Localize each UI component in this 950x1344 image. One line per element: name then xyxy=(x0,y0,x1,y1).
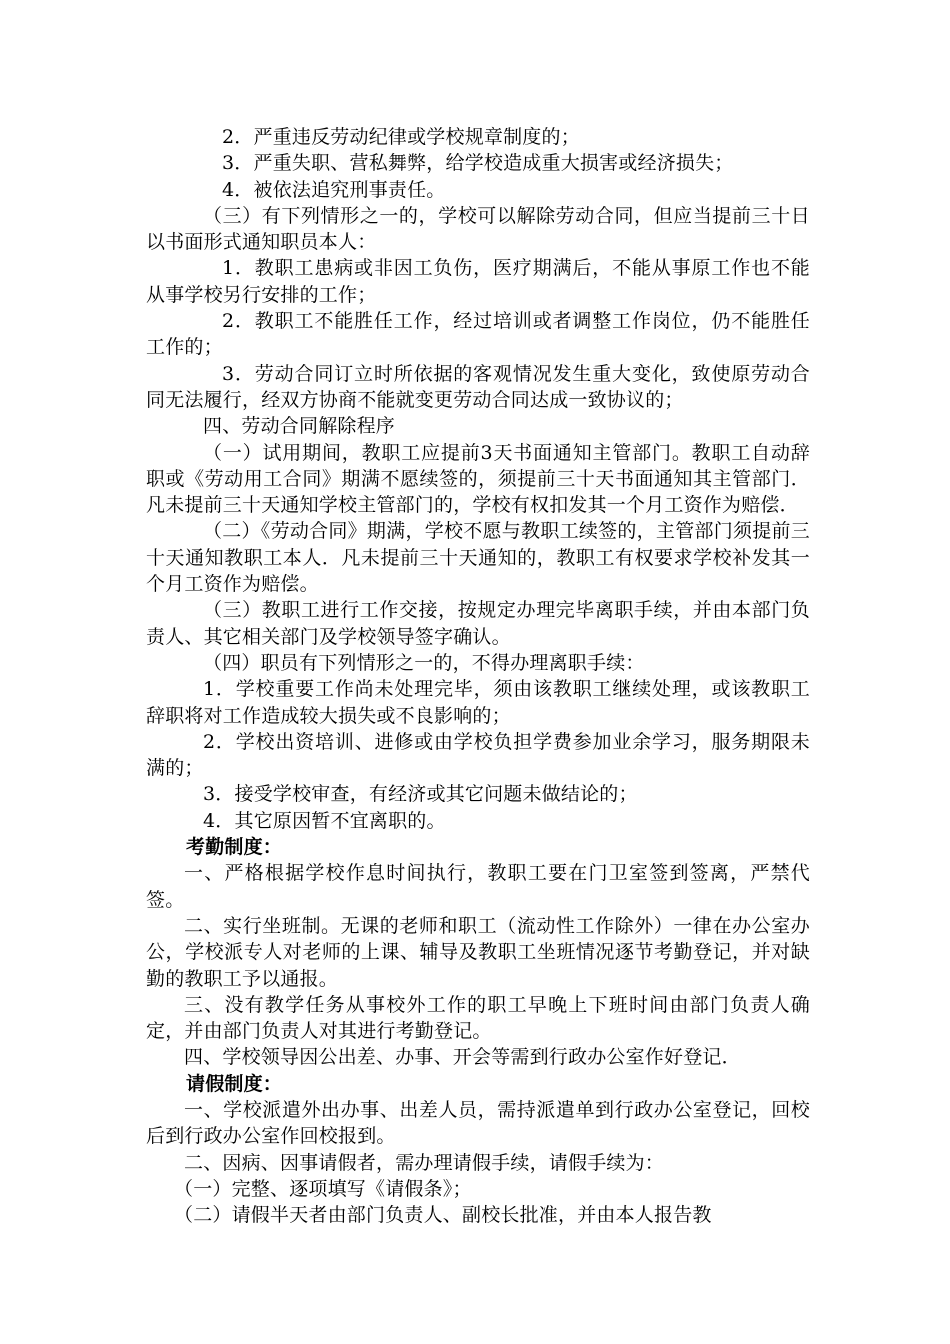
list-item: 1．教职工患病或非因工负伤，医疗期满后，不能从事原工作也不能从事学校另行安排的工作； xyxy=(146,257,810,306)
list-item: 2．严重违反劳动纪律或学校规章制度的； xyxy=(222,126,580,148)
list-item: 2．教职工不能胜任工作，经过培训或者调整工作岗位，仍不能胜任工作的； xyxy=(146,310,810,359)
list-item: 4．被依法追究刑事责任。 xyxy=(222,178,446,201)
rule-paragraph: 二、因病、因事请假者，需办理请假手续，请假手续为： xyxy=(184,1151,665,1174)
clause-paragraph: （三）教职工进行工作交接，按规定办理完毕离职手续，并由本部门负责人、其它相关部门及学校领导签字确认。 xyxy=(146,599,810,648)
clause-paragraph: （二）《劳动合同》期满，学校不愿与教职工续签的，主管部门须提前三十天通知教职工本人．凡未提前三十天通知的，教职工有权要求学校补发其一个月工资作为赔偿。 xyxy=(146,520,810,596)
clause-paragraph: （一）试用期间，教职工应提前3天书面通知主管部门。教职工自动辞职或《劳动用工合同》期满不愿续签的，须提前三十天书面通知其主管部门．凡未提前三十天通知学校主管部门的，学校有权扣发其一个月工资作为赔偿． xyxy=(146,441,810,517)
list-item: 1．学校重要工作尚未处理完毕，须由该教职工继续处理，或该教职工辞职将对工作造成较大损失或不良影响的； xyxy=(146,678,810,727)
rule-paragraph: 三、没有教学任务从事校外工作的职工早晚上下班时间由部门负责人确定，并由部门负责人对其进行考勤登记。 xyxy=(146,993,810,1043)
rule-paragraph: 二、实行坐班制。无课的老师和职工（流动性工作除外）一律在办公室办公，学校派专人对老师的上课、辅导及教职工坐班情况逐节考勤登记，并对缺勤的教职工予以通报。 xyxy=(146,914,810,990)
document-body xyxy=(146,124,810,1228)
list-item: 3．劳动合同订立时所依据的客观情况发生重大变化，致使原劳动合同无法履行，经双方协商不能就变更劳动合同达成一致协议的； xyxy=(146,362,810,411)
leave-heading: 请假制度： xyxy=(186,1072,283,1095)
list-item: 2．学校出资培训、进修或由学校负担学费参加业余学习，服务期限未满的； xyxy=(146,730,810,780)
clause-paragraph: （三）有下列情形之一的，学校可以解除劳动合同，但应当提前三十日以书面形式通知职员本人： xyxy=(146,204,810,254)
section-heading: 四、劳动合同解除程序 xyxy=(203,415,396,438)
rule-paragraph: 四、学校领导因公出差、办事、开会等需到行政办公室作好登记． xyxy=(184,1046,741,1069)
list-item: 3．接受学校审查，有经济或其它问题未做结论的； xyxy=(203,783,638,806)
attendance-heading: 考勤制度： xyxy=(186,836,283,859)
clause-paragraph: （二）请假半天者由部门负责人、副校长批准，并由本人报告教 xyxy=(174,1204,712,1227)
list-item: 4．其它原因暂不宜离职的。 xyxy=(203,809,446,832)
rule-paragraph: 一、学校派遣外出办事、出差人员，需持派遣单到行政办公室登记，回校后到行政办公室作回校报到。 xyxy=(146,1098,810,1148)
list-item: 3．严重失职、营私舞弊，给学校造成重大损害或经济损失； xyxy=(222,152,734,175)
clause-paragraph: （一）完整、逐项填写《请假条》； xyxy=(174,1177,472,1200)
rule-paragraph: 一、严格根据学校作息时间执行，教职工要在门卫室签到签离，严禁代签。 xyxy=(146,862,810,911)
clause-paragraph: （四）职员有下列情形之一的，不得办理离职手续： xyxy=(203,651,645,674)
